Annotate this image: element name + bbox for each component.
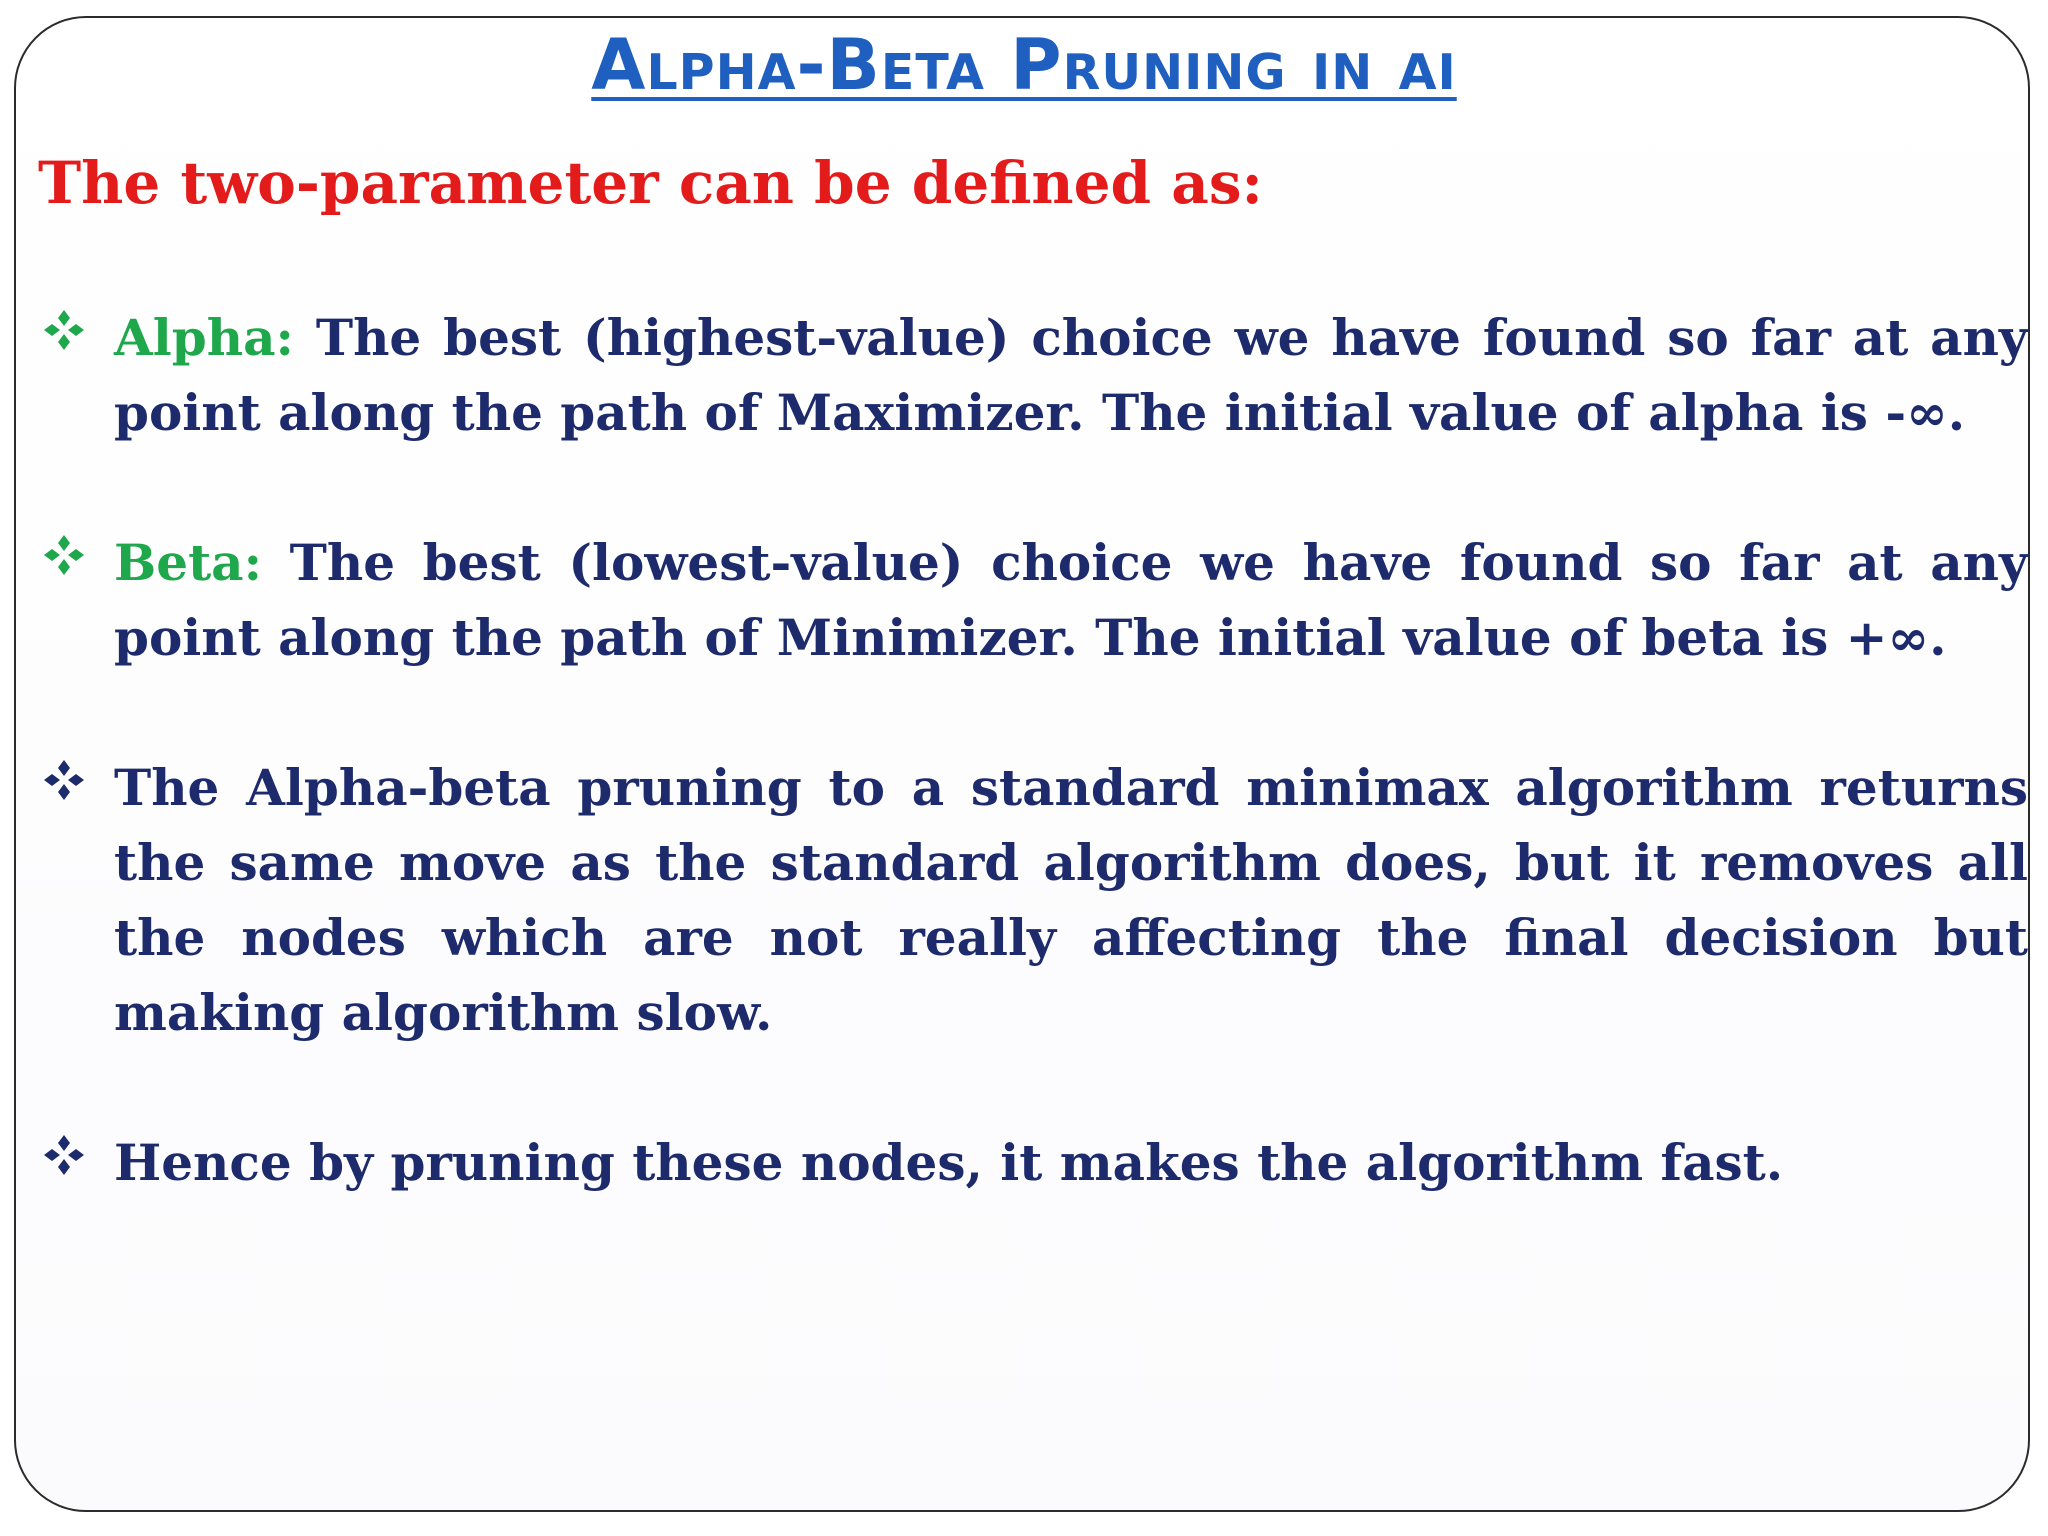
bullet-list: [38, 300, 2028, 1275]
bullet-text-alpha: The best (highest-value) choice we have found so far at any point along the path of Maximizer. The initial value of alpha is -∞.: [114, 308, 2028, 442]
bullet-term-alpha: Alpha:: [114, 308, 316, 367]
bullet-pruning-description: [38, 750, 2028, 1050]
bullet-conclusion: [38, 1125, 2028, 1200]
bullet-beta: [38, 525, 2028, 675]
four-diamond-bullet-icon: [42, 308, 86, 352]
bullet-term-beta: Beta:: [114, 533, 290, 592]
bullet-text-pruning: The Alpha-beta pruning to a standard minimax algorithm returns the same move as the standard algorithm does, but it removes all the nodes which are not really affecting the final decision but making algorithm slow.: [114, 758, 2028, 1042]
four-diamond-bullet-icon: [42, 533, 86, 577]
slide-subtitle: The two-parameter can be defined as:: [38, 149, 1263, 217]
bullet-text-conclusion: Hence by pruning these nodes, it makes the algorithm fast.: [114, 1133, 1784, 1192]
four-diamond-bullet-icon: [42, 1133, 86, 1177]
bullet-alpha: [38, 300, 2028, 450]
bullet-text-beta: The best (lowest-value) choice we have found so far at any point along the path of Minimizer. The initial value of beta is +∞.: [114, 533, 2028, 667]
slide-title: Alpha-Beta Pruning in ai: [591, 24, 1457, 106]
four-diamond-bullet-icon: [42, 758, 86, 802]
